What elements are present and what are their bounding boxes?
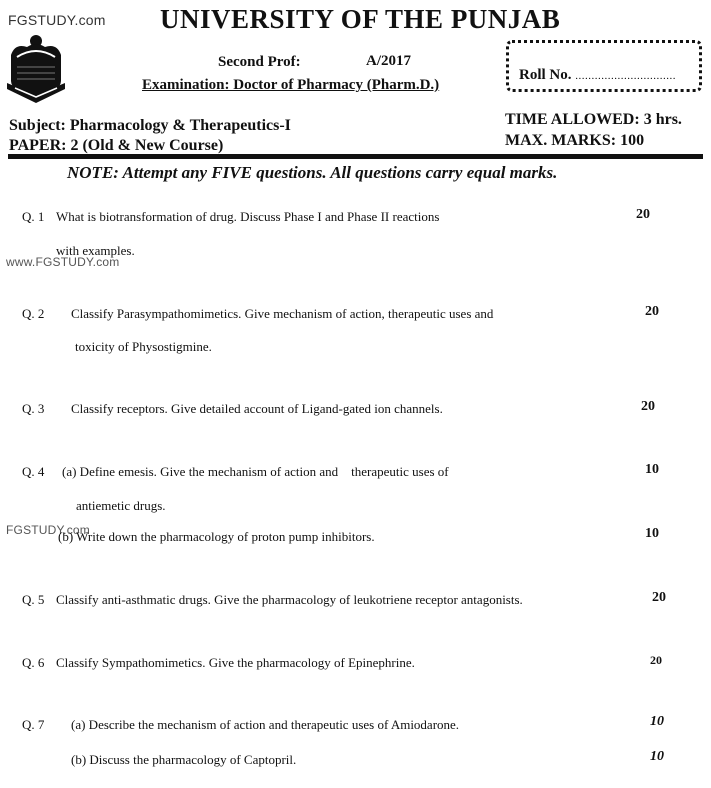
question-number: Q. 3: [22, 401, 45, 416]
question-text: Classify receptors. Give detailed account of Ligand-gated ion channels.: [71, 401, 443, 416]
question-number: Q. 2: [22, 306, 45, 321]
max-marks: MAX. MARKS: 100: [505, 132, 645, 149]
question-marks: 20: [652, 590, 666, 605]
question-text: Classify anti-asthmatic drugs. Give the pharmacology of leukotriene receptor antagonists.: [56, 592, 523, 607]
question-part-a-marks: 10: [645, 462, 659, 477]
question-text-continued: toxicity of Physostigmine.: [75, 339, 212, 354]
university-title: UNIVERSITY OF THE PUNJAB: [160, 4, 561, 34]
time-allowed: TIME ALLOWED: 3 hrs.: [505, 111, 682, 128]
watermark-lower: FGSTUDY.com: [6, 523, 90, 537]
university-crest-icon: [5, 33, 67, 103]
exam-level: Second Prof:: [218, 54, 301, 70]
subject-line: Subject: Pharmacology & Therapeutics-I: [9, 117, 291, 134]
question-number: Q. 4: [22, 464, 45, 479]
question-number: Q. 7: [22, 717, 45, 732]
question-marks: 20: [641, 399, 655, 414]
question-text-continued: with examples.: [56, 243, 135, 258]
roll-number-field[interactable]: [519, 67, 676, 84]
question-number: Q. 5: [22, 592, 45, 607]
question-text: Classify Parasympathomimetics. Give mechanism of action, therapeutic uses and: [71, 306, 494, 321]
question-part-b-marks: 10: [650, 749, 664, 764]
question-part-b-marks: 10: [645, 526, 659, 541]
roll-number-box: [506, 40, 702, 92]
question-part-a: (a) Define emesis. Give the mechanism of action and therapeutic uses of: [62, 464, 449, 479]
question-number: Q. 6: [22, 655, 45, 670]
roll-number-blank: ...............................: [575, 70, 676, 82]
watermark-mid: www.FGSTUDY.com: [6, 255, 120, 269]
header-divider: [8, 154, 703, 159]
question-marks: 20: [636, 207, 650, 222]
exam-session: A/2017: [366, 53, 411, 69]
question-part-b: (b) Discuss the pharmacology of Captopril.: [71, 752, 297, 767]
question-text: What is biotransformation of drug. Discuss Phase I and Phase II reactions: [56, 209, 440, 224]
question-number: Q. 1: [22, 209, 45, 224]
question-marks: 20: [645, 304, 659, 319]
examination-title: Examination: Doctor of Pharmacy (Pharm.D.): [142, 77, 440, 93]
question-text: Classify Sympathomimetics. Give the pharmacology of Epinephrine.: [56, 655, 415, 670]
question-part-a-continued: antiemetic drugs.: [76, 498, 166, 513]
exam-note: NOTE: Attempt any FIVE questions. All questions carry equal marks.: [67, 163, 558, 182]
watermark-top: FGSTUDY.com: [8, 12, 106, 28]
question-part-a-marks: 10: [650, 714, 664, 729]
question-part-b: (b) Write down the pharmacology of proton pump inhibitors.: [58, 529, 375, 544]
question-part-a: (a) Describe the mechanism of action and therapeutic uses of Amiodarone.: [71, 717, 460, 732]
paper-line: PAPER: 2 (Old & New Course): [9, 137, 224, 154]
roll-number-label: Roll No.: [519, 67, 572, 83]
question-marks: 20: [650, 653, 662, 667]
